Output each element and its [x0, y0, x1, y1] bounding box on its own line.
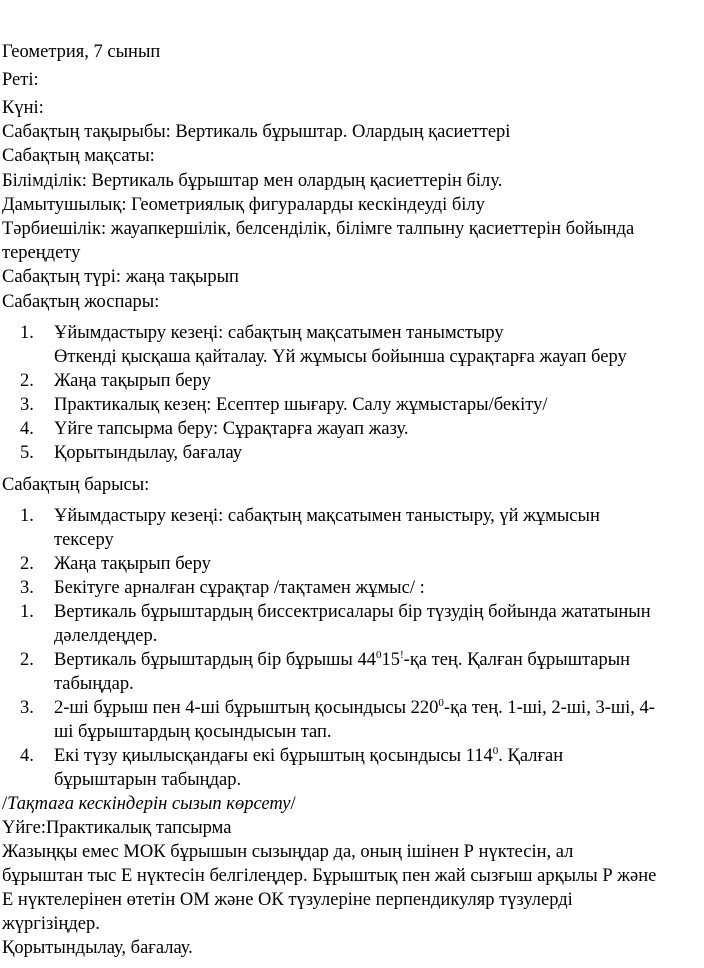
progress-item-text: Ұйымдастыру кезеңі: сабақтың мақсатымен таныстыру, үй жұмысын	[54, 506, 600, 526]
plan-item-text: Практикалық кезең: Есептер шығару. Салу жұмыстары/бекіту/	[54, 395, 548, 415]
plan-item-number: 5.	[20, 443, 34, 463]
degree-superscript: 0	[492, 745, 499, 757]
task-number: 3.	[20, 698, 34, 718]
homework-line3: Е нүктелерінен өтетін ОМ және ОК түзулеріне перпендикуляр түзулерді	[2, 890, 573, 910]
plan-item-number: 1.	[20, 323, 34, 343]
progress-item-continuation: тексеру	[54, 530, 114, 550]
plan-item-number: 3.	[20, 395, 34, 415]
task-continuation: бұрыштарын табыңдар.	[54, 770, 242, 790]
goal-upbringing-line1: Тәрбиешілік: жауапкершілік, белсенділік, білімге талпыну қасиеттерін бойында	[2, 219, 635, 239]
task-number: 2.	[20, 650, 34, 670]
progress-item-number: 2.	[20, 554, 34, 574]
task-text-post: . Қалған	[498, 746, 564, 766]
task-text-pre: Екі түзу қиылысқандағы екі бұрыштың қосындысы 114	[54, 746, 493, 766]
board-note: Тақтаға кескіндерін сызып көрсету	[7, 794, 291, 814]
slash: /	[290, 794, 296, 814]
plan-item-text: Жаңа тақырып беру	[54, 371, 211, 391]
homework-line1: Жазыңқы емес МОК бұрышын сызыңдар да, оның ішінен Р нүктесін, ал	[2, 842, 574, 862]
subject-line: Геометрия, 7 сынып	[2, 42, 161, 62]
task-text-mid: 15	[381, 650, 400, 670]
task-continuation: табыңдар.	[54, 674, 134, 694]
degree-superscript: 0	[438, 697, 444, 709]
slash: /	[2, 794, 8, 814]
goal-educational: Білімділік: Вертикаль бұрыштар мен олардың қасиеттерін білу.	[2, 171, 503, 191]
task-continuation: ші бұрыштардың қосындысын тап.	[54, 722, 332, 742]
plan-heading: Сабақтың жоспары:	[2, 292, 160, 312]
plan-item-number: 4.	[20, 419, 34, 439]
plan-item-continuation: Өткенді қысқаша қайталау. Үй жұмысы бойынша сұрақтарға жауап беру	[54, 347, 627, 367]
plan-item-text: Қорытындылау, бағалау	[54, 443, 243, 463]
task-continuation: дәлелдеңдер.	[54, 626, 158, 646]
plan-item	[20, 394, 547, 416]
task-text-pre: Вертикаль бұрыштардың бір бұрышы 44	[54, 650, 376, 670]
task-number: 1.	[20, 602, 34, 622]
task-text-post: -қа тең. 1-ші, 2-ші, 3-ші, 4-	[443, 698, 655, 718]
task-item	[20, 649, 630, 671]
goal-heading: Сабақтың мақсаты:	[2, 146, 155, 166]
progress-item-text: Бекітуге арналған сұрақтар /тақтамен жұмыс/ :	[54, 578, 425, 598]
task-text: Вертикаль бұрыштардың биссектрисалары бір түзудің бойында жататынын	[54, 602, 651, 622]
progress-item-number: 1.	[20, 506, 34, 526]
task-item	[20, 745, 563, 767]
progress-item	[20, 553, 211, 575]
homework-heading: Үйге:Практикалық тапсырма	[2, 818, 232, 838]
plan-item-number: 2.	[20, 371, 34, 391]
task-text-pre: 2-ші бұрыш пен 4-ші бұрыштың қосындысы 220	[54, 698, 439, 718]
task-item	[20, 601, 651, 623]
date-line: Күні:	[2, 98, 44, 118]
plan-item	[20, 418, 409, 440]
progress-item	[20, 577, 425, 599]
task-item	[20, 697, 655, 719]
lesson-type: Сабақтың түрі: жаңа тақырып	[2, 267, 239, 287]
plan-item	[20, 370, 211, 392]
plan-item-text: Ұйымдастыру кезеңі: сабақтың мақсатымен танымстыру	[54, 323, 504, 343]
progress-item-text: Жаңа тақырып беру	[54, 554, 211, 574]
minute-superscript: !	[399, 649, 404, 661]
progress-heading: Сабақтың барысы:	[2, 475, 150, 495]
homework-line4: жүргізіңдер.	[2, 914, 100, 934]
progress-item-number: 3.	[20, 578, 34, 598]
plan-item	[20, 322, 504, 344]
lesson-topic: Сабақтың тақырыбы: Вертикаль бұрыштар. Олардың қасиеттері	[2, 122, 511, 142]
order-line: Реті:	[2, 70, 39, 90]
goal-upbringing-line2: тереңдету	[2, 243, 81, 263]
goal-developmental: Дамытушылық: Геометриялық фигураларды кескіндеуді білу	[2, 195, 485, 215]
homework-line2: бұрыштан тыс Е нүктесін белгілеңдер. Бұрыштық пен жай сызғыш арқылы Р және	[2, 866, 657, 886]
plan-item-text: Үйге тапсырма беру: Сұрақтарға жауап жазу.	[54, 419, 409, 439]
task-text-post: -қа тең. Қалған бұрыштарын	[403, 650, 631, 670]
plan-item	[20, 442, 242, 464]
progress-item	[20, 505, 600, 527]
task-number: 4.	[20, 746, 34, 766]
board-note-line	[2, 793, 296, 815]
summary-line: Қорытындылау, бағалау.	[2, 938, 193, 958]
degree-superscript: 0	[375, 649, 382, 661]
